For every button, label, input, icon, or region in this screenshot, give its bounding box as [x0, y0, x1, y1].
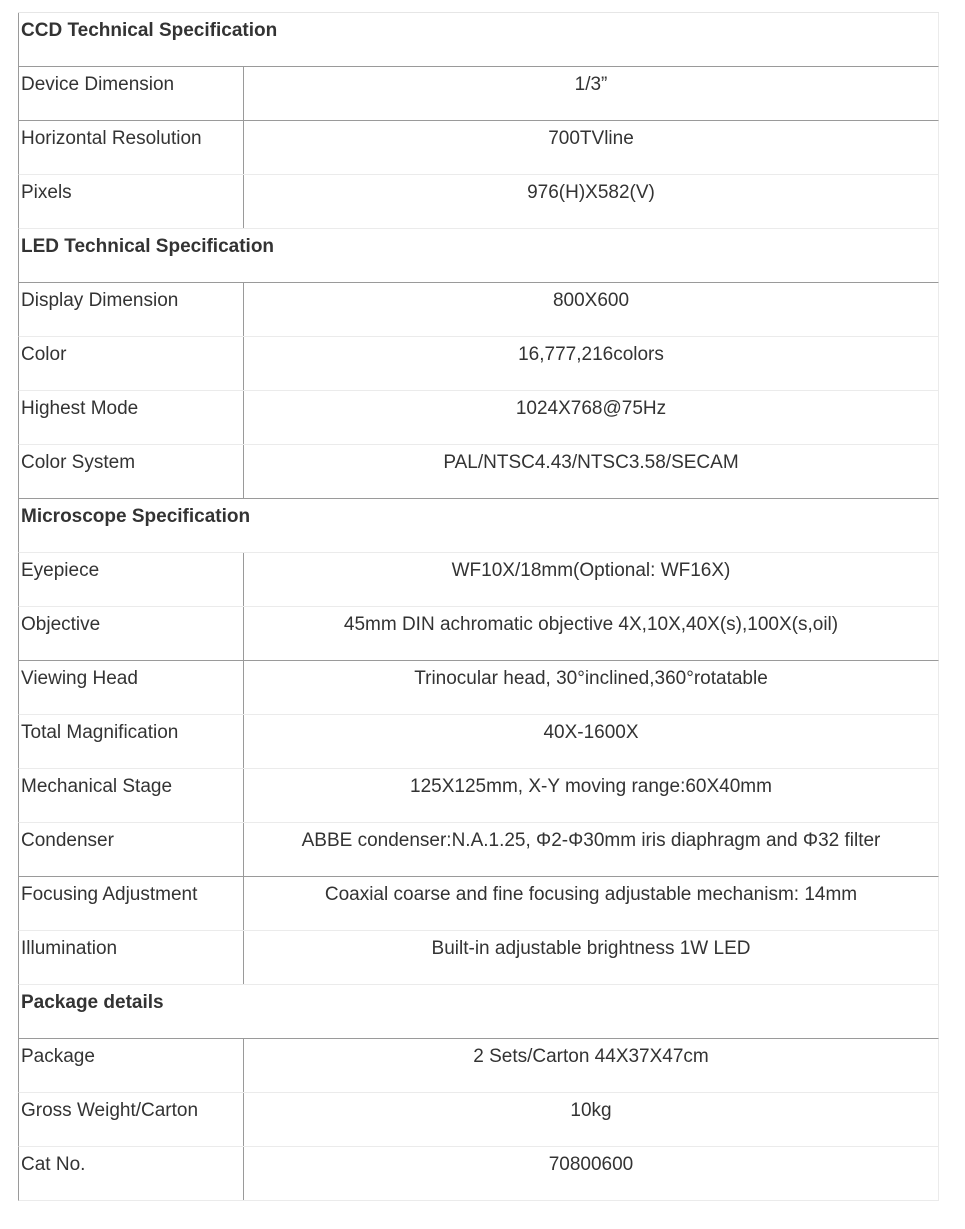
row-label: Display Dimension	[21, 290, 179, 311]
table-row	[18, 1039, 939, 1093]
row-label: Cat No.	[21, 1154, 86, 1175]
row-value: Trinocular head, 30°inclined,360°rotatable	[414, 668, 768, 689]
row-label: Viewing Head	[21, 668, 138, 689]
section-header-ccd	[18, 13, 939, 67]
row-label: Focusing Adjustment	[21, 884, 198, 905]
row-value: PAL/NTSC4.43/NTSC3.58/SECAM	[443, 452, 739, 473]
table-row	[18, 931, 939, 985]
table-row	[18, 607, 939, 661]
row-value: 45mm DIN achromatic objective 4X,10X,40X(s),100X(s,oil)	[343, 614, 839, 635]
table-row	[18, 337, 939, 391]
table-row	[18, 553, 939, 607]
section-title: Microscope Specification	[21, 506, 251, 527]
table-row	[18, 1093, 939, 1147]
row-label: Eyepiece	[21, 560, 100, 581]
table-row	[18, 391, 939, 445]
row-value: 800X600	[552, 290, 630, 311]
row-label: Mechanical Stage	[21, 776, 173, 797]
row-label: Device Dimension	[21, 74, 175, 95]
row-label: Highest Mode	[21, 398, 139, 419]
spec-table	[18, 12, 939, 1201]
table-row	[18, 877, 939, 931]
row-label: Pixels	[21, 182, 72, 203]
table-row	[18, 283, 939, 337]
section-title: LED Technical Specification	[21, 236, 275, 257]
row-label: Color	[21, 344, 67, 365]
section-title: Package details	[21, 992, 164, 1013]
row-value: 40X-1600X	[543, 722, 639, 743]
section-title: CCD Technical Specification	[21, 20, 278, 41]
row-label: Gross Weight/Carton	[21, 1100, 199, 1121]
table-row	[18, 445, 939, 499]
section-header-led	[18, 229, 939, 283]
row-value: 16,777,216colors	[518, 344, 664, 365]
row-value: WF10X/18mm(Optional: WF16X)	[451, 560, 731, 581]
row-label: Illumination	[21, 938, 118, 959]
row-value: ABBE condenser:N.A.1.25, Φ2-Φ30mm iris diaphragm and Φ32 filter	[301, 830, 881, 851]
table-row	[18, 823, 939, 877]
table-row	[18, 715, 939, 769]
row-value: 10kg	[570, 1100, 612, 1121]
table-row	[18, 661, 939, 715]
row-value: 1/3”	[574, 74, 608, 95]
table-row	[18, 1147, 939, 1201]
row-value: 700TVline	[548, 128, 634, 149]
row-value: 1024X768@75Hz	[515, 398, 667, 419]
row-label: Condenser	[21, 830, 114, 851]
section-header-microscope	[18, 499, 939, 553]
table-row	[18, 121, 939, 175]
row-value: Built-in adjustable brightness 1W LED	[431, 938, 751, 959]
row-value: 976(H)X582(V)	[527, 182, 655, 203]
row-label: Objective	[21, 614, 101, 635]
row-label: Color System	[21, 452, 136, 473]
section-header-package	[18, 985, 939, 1039]
row-value: 70800600	[548, 1154, 634, 1175]
row-label: Package	[21, 1046, 95, 1067]
table-row	[18, 67, 939, 121]
row-label: Total Magnification	[21, 722, 179, 743]
row-value: 2 Sets/Carton 44X37X47cm	[473, 1046, 709, 1067]
row-value: 125X125mm, X-Y moving range:60X40mm	[410, 776, 772, 797]
table-row	[18, 769, 939, 823]
table-row	[18, 175, 939, 229]
row-value: Coaxial coarse and fine focusing adjustable mechanism: 14mm	[324, 884, 858, 905]
row-label: Horizontal Resolution	[21, 128, 202, 149]
